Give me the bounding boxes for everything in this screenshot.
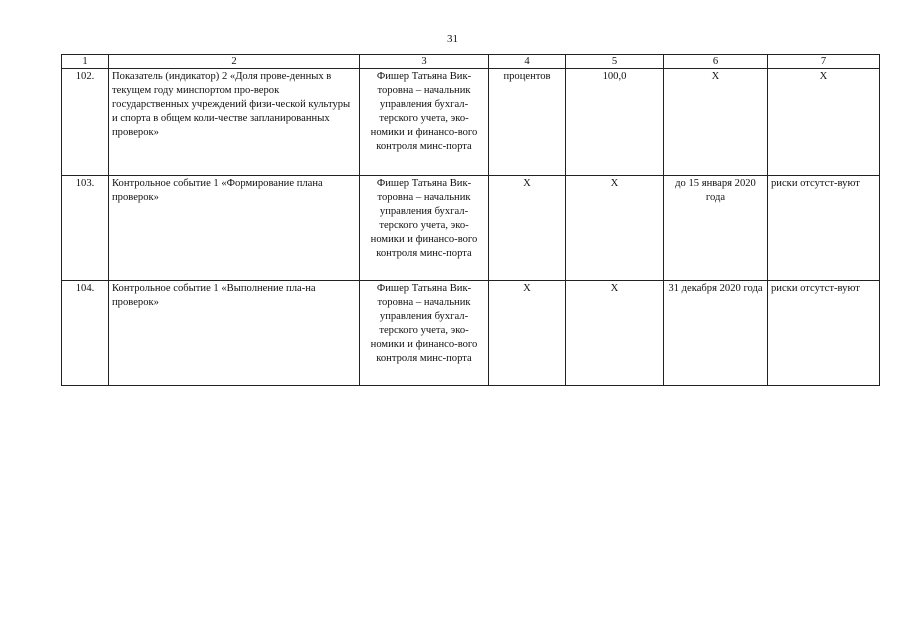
row-number: 103.	[62, 176, 109, 281]
row-unit: Х	[489, 176, 566, 281]
row-responsible: Фишер Татьяна Вик-торовна – начальник управления бухгал-терского учета, эко-номики и финансо-вого контроля минс-порта	[360, 176, 489, 281]
table-row	[62, 176, 880, 281]
row-number: 104.	[62, 281, 109, 386]
row-value: Х	[566, 176, 664, 281]
row-deadline: до 15 января 2020 года	[664, 176, 768, 281]
page-number: 31	[447, 33, 458, 45]
row-risks: риски отсутст-вуют	[768, 176, 880, 281]
row-responsible: Фишер Татьяна Вик-торовна – начальник управления бухгал-терского учета, эко-номики и финансо-вого контроля минс-порта	[360, 281, 489, 386]
row-risks: Х	[768, 69, 880, 176]
row-value: Х	[566, 281, 664, 386]
table-header-row	[62, 55, 880, 69]
column-header: 5	[566, 55, 664, 69]
row-value: 100,0	[566, 69, 664, 176]
row-unit: процентов	[489, 69, 566, 176]
column-header: 2	[109, 55, 360, 69]
column-header: 6	[664, 55, 768, 69]
row-description: Контрольное событие 1 «Формирование плана проверок»	[109, 176, 360, 281]
row-number: 102.	[62, 69, 109, 176]
column-header: 1	[62, 55, 109, 69]
row-responsible: Фишер Татьяна Вик-торовна – начальник управления бухгал-терского учета, эко-номики и финансо-вого контроля минс-порта	[360, 69, 489, 176]
report-table	[61, 54, 880, 386]
column-header: 7	[768, 55, 880, 69]
column-header: 4	[489, 55, 566, 69]
row-description: Показатель (индикатор) 2 «Доля прове-денных в текущем году минспортом про-верок государственных учреждений физи-ческой культуры и спорта в общем коли-честве запланированных проверок»	[109, 69, 360, 176]
row-deadline: 31 декабря 2020 года	[664, 281, 768, 386]
row-description: Контрольное событие 1 «Выполнение пла-на проверок»	[109, 281, 360, 386]
row-unit: Х	[489, 281, 566, 386]
table-row	[62, 281, 880, 386]
row-deadline: Х	[664, 69, 768, 176]
column-header: 3	[360, 55, 489, 69]
row-risks: риски отсутст-вуют	[768, 281, 880, 386]
table-row	[62, 69, 880, 176]
